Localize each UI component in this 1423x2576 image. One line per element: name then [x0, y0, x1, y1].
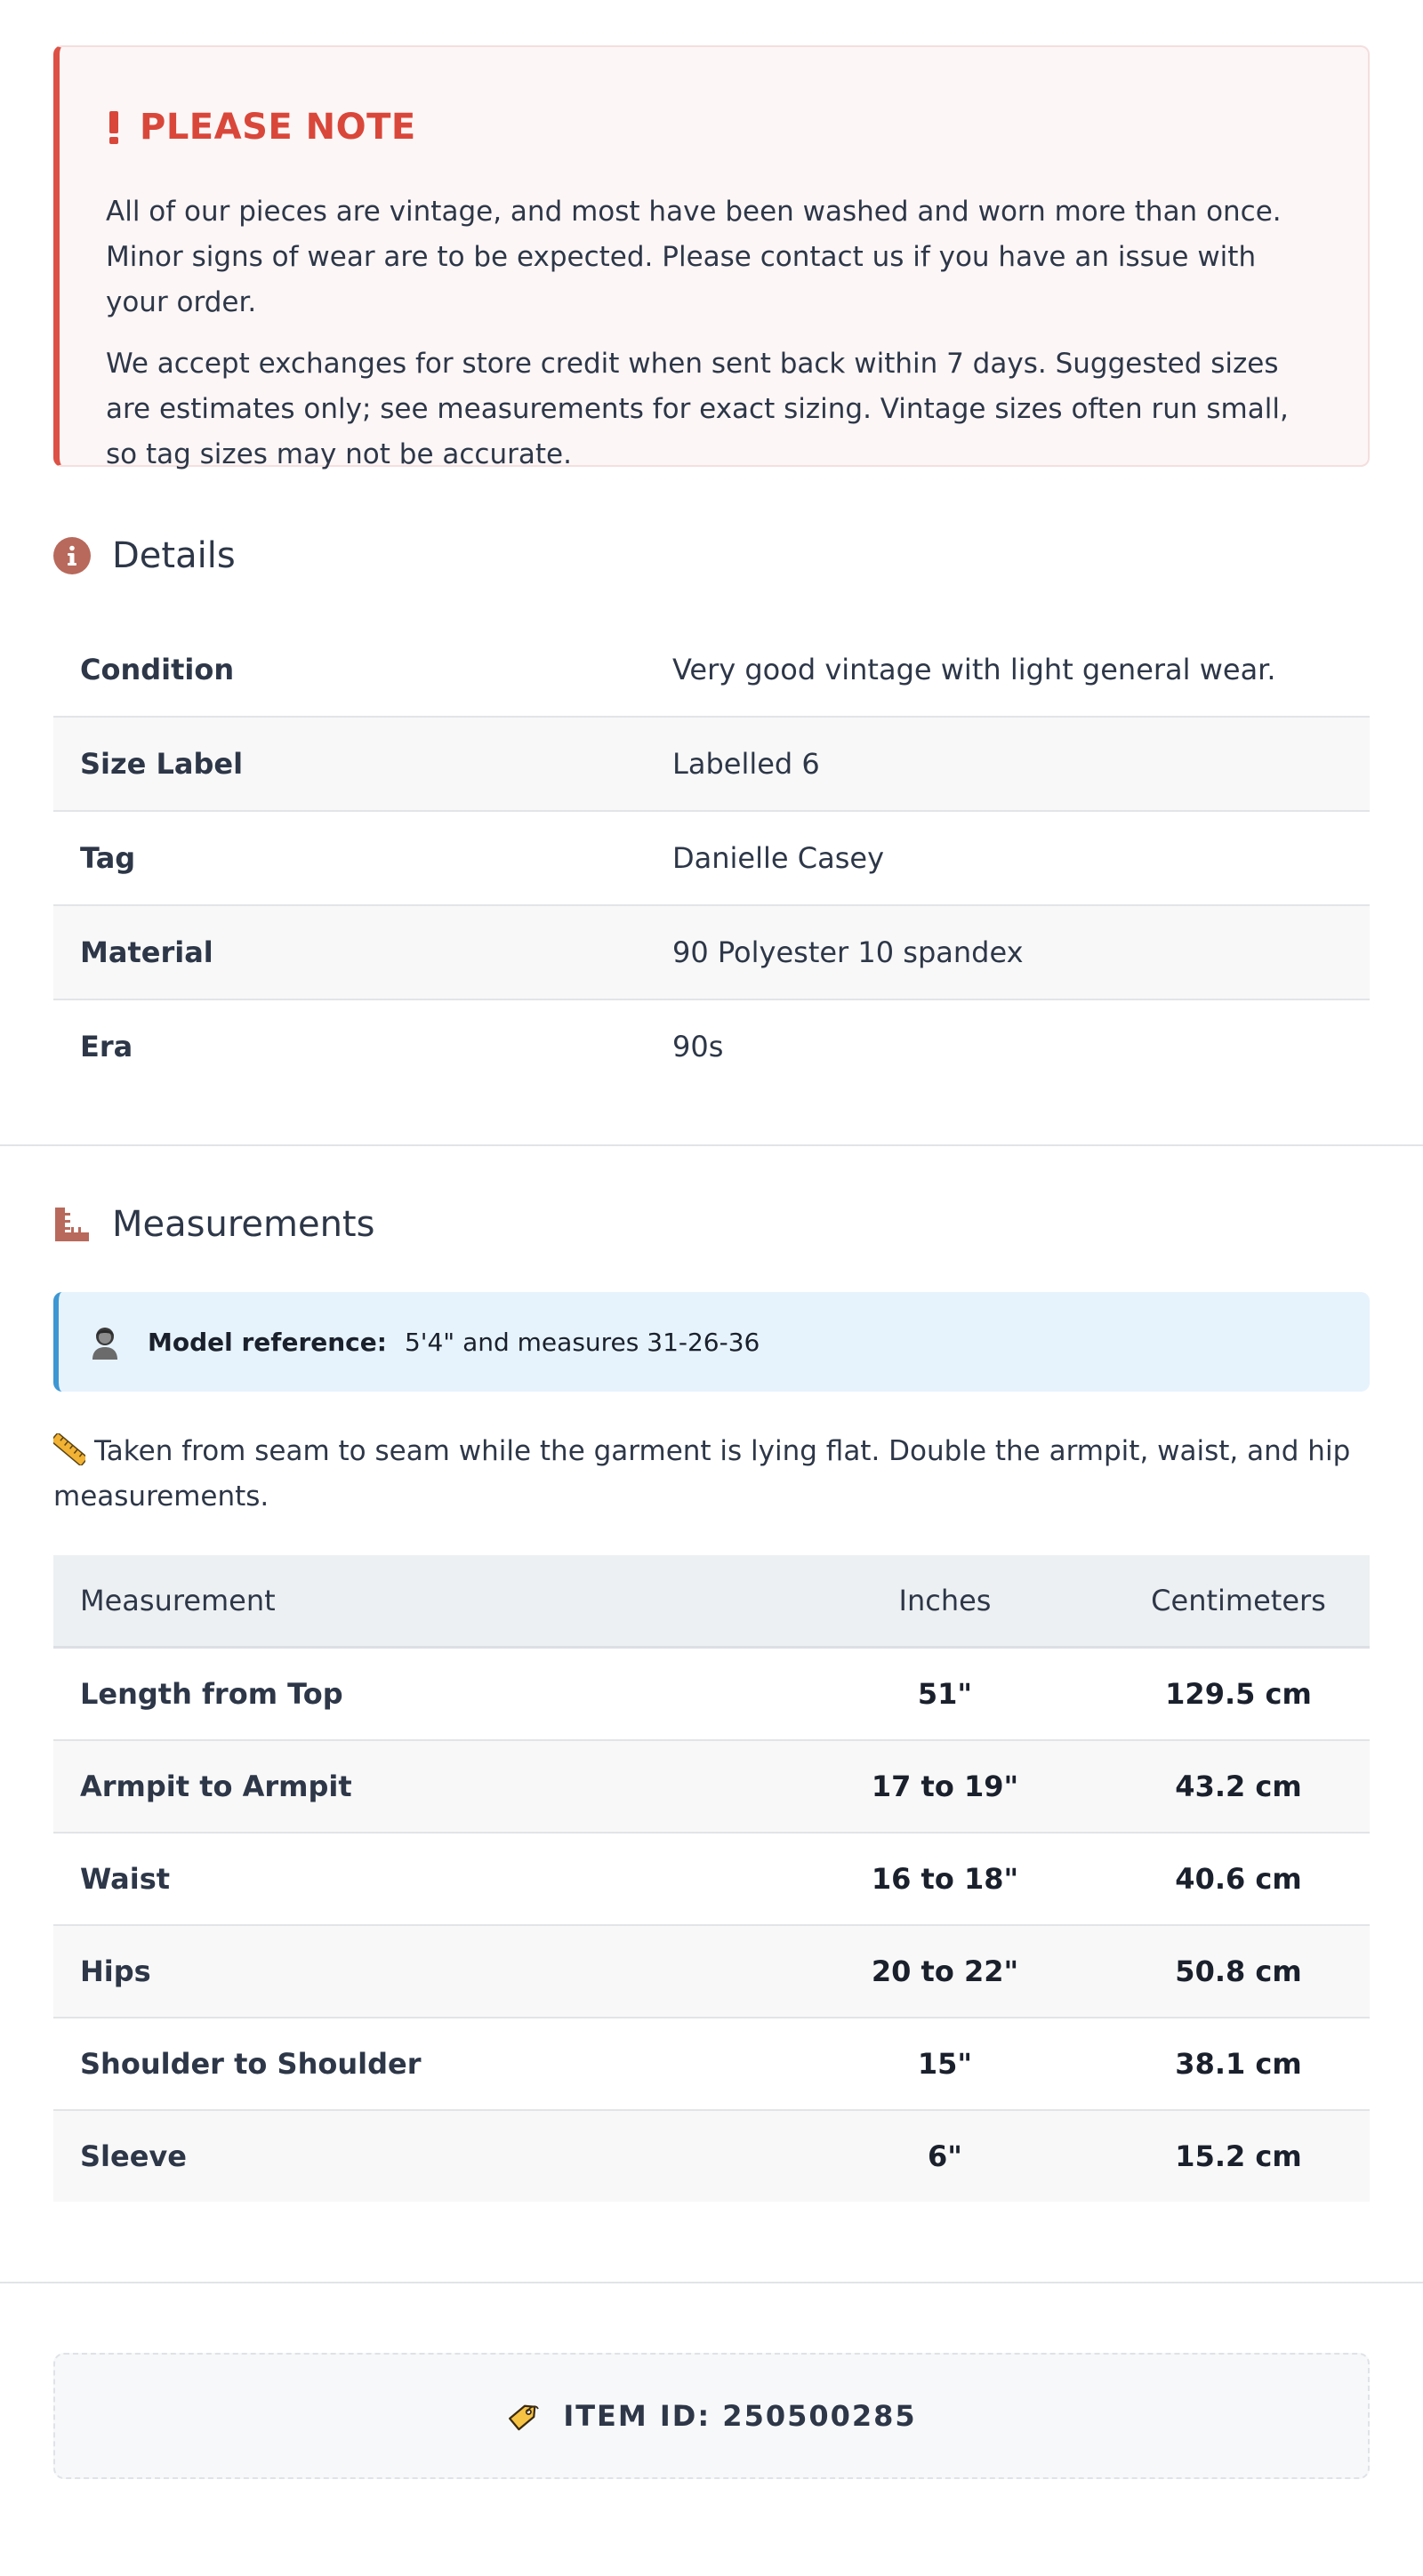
- notice-title: [106, 102, 1322, 152]
- details-label: Size Label: [80, 747, 244, 781]
- notice-box: [53, 45, 1370, 470]
- section-divider: [0, 1144, 1423, 1146]
- details-label: Condition: [80, 653, 235, 686]
- measurement-name: Hips: [80, 1954, 151, 1988]
- details-value: Very good vintage with light general wear.: [672, 653, 1276, 686]
- details-value: 90 Polyester 10 spandex: [672, 935, 1024, 969]
- measurements-header: [53, 1198, 1370, 1251]
- details-row: [53, 623, 1370, 717]
- measurement-note: [53, 1429, 1370, 1520]
- measurement-row: [53, 1833, 1370, 1925]
- ruler-icon: [53, 1206, 91, 1243]
- measurement-cm: 15.2 cm: [1175, 2139, 1302, 2173]
- notice-paragraph: All of our pieces are vintage, and most have been washed and worn more than once. Minor signs of wear are to be expected. Please contact us if you have an issue with your order.: [106, 196, 1282, 318]
- details-table: [53, 623, 1370, 1093]
- person-icon: [89, 1324, 121, 1360]
- details-title: Details: [112, 535, 236, 576]
- measurement-row: [53, 2018, 1370, 2110]
- details-row: [53, 811, 1370, 905]
- measurement-row: [53, 1648, 1370, 1741]
- measurement-cm: 129.5 cm: [1165, 1677, 1312, 1711]
- measurement-note-text: Taken from seam to seam while the garment is lying flat. Double the armpit, waist, and hip measurements.: [53, 1435, 1351, 1513]
- details-label: Tag: [80, 841, 136, 875]
- measurement-inches: 51": [917, 1677, 973, 1711]
- exclamation-icon: [109, 111, 118, 143]
- measurement-cm: 38.1 cm: [1175, 2047, 1302, 2081]
- notice-paragraph: We accept exchanges for store credit when sent back within 7 days. Suggested sizes are estimates only; see measurements for exact sizing. Vintage sizes often run small, so tag sizes may not be accurate.: [106, 348, 1289, 470]
- measurements-title: Measurements: [112, 1204, 375, 1245]
- measurement-name: Sleeve: [80, 2139, 187, 2173]
- details-row: [53, 717, 1370, 811]
- measurement-inches: 16 to 18": [871, 1862, 1019, 1896]
- details-value: Danielle Casey: [672, 841, 884, 875]
- measurements-table: [53, 1555, 1370, 2202]
- details-label: Era: [80, 1030, 133, 1063]
- info-icon: [53, 537, 91, 574]
- details-value: Labelled 6: [672, 747, 820, 781]
- measurement-row: [53, 1925, 1370, 2018]
- measurement-name: Waist: [80, 1862, 171, 1896]
- item-id-text: ITEM ID: 250500285: [563, 2399, 917, 2433]
- measurement-cm: 40.6 cm: [1175, 1862, 1302, 1896]
- measurement-cm: 50.8 cm: [1175, 1954, 1302, 1988]
- column-header-measurement: Measurement: [53, 1555, 783, 1648]
- column-header-inches: Inches: [783, 1555, 1107, 1648]
- item-id-box: [53, 2353, 1370, 2479]
- measurement-row: [53, 2110, 1370, 2202]
- measurement-cm: 43.2 cm: [1175, 1769, 1302, 1803]
- column-header-centimeters: Centimeters: [1107, 1555, 1370, 1648]
- details-value: 90s: [672, 1030, 724, 1063]
- measurement-row: [53, 1740, 1370, 1833]
- measurement-name: Shoulder to Shoulder: [80, 2047, 422, 2081]
- model-reference-label: Model reference:: [148, 1327, 387, 1357]
- details-header: [53, 529, 1370, 582]
- measurement-name: Armpit to Armpit: [80, 1769, 352, 1803]
- pencil-ruler-icon: [53, 1433, 85, 1465]
- measurements-header-row: [53, 1555, 1370, 1648]
- details-label: Material: [80, 935, 213, 969]
- details-row: [53, 905, 1370, 999]
- tag-icon: [506, 2398, 542, 2434]
- notice-title-text: PLEASE NOTE: [140, 107, 416, 148]
- details-row: [53, 999, 1370, 1093]
- measurement-name: Length from Top: [80, 1677, 343, 1711]
- model-reference: [53, 1292, 1370, 1392]
- measurement-inches: 6": [928, 2139, 962, 2173]
- model-reference-value: 5'4" and measures 31-26-36: [404, 1327, 760, 1357]
- measurement-inches: 20 to 22": [871, 1954, 1019, 1988]
- section-divider: [0, 2282, 1423, 2283]
- measurement-inches: 17 to 19": [871, 1769, 1019, 1803]
- measurement-inches: 15": [917, 2047, 973, 2081]
